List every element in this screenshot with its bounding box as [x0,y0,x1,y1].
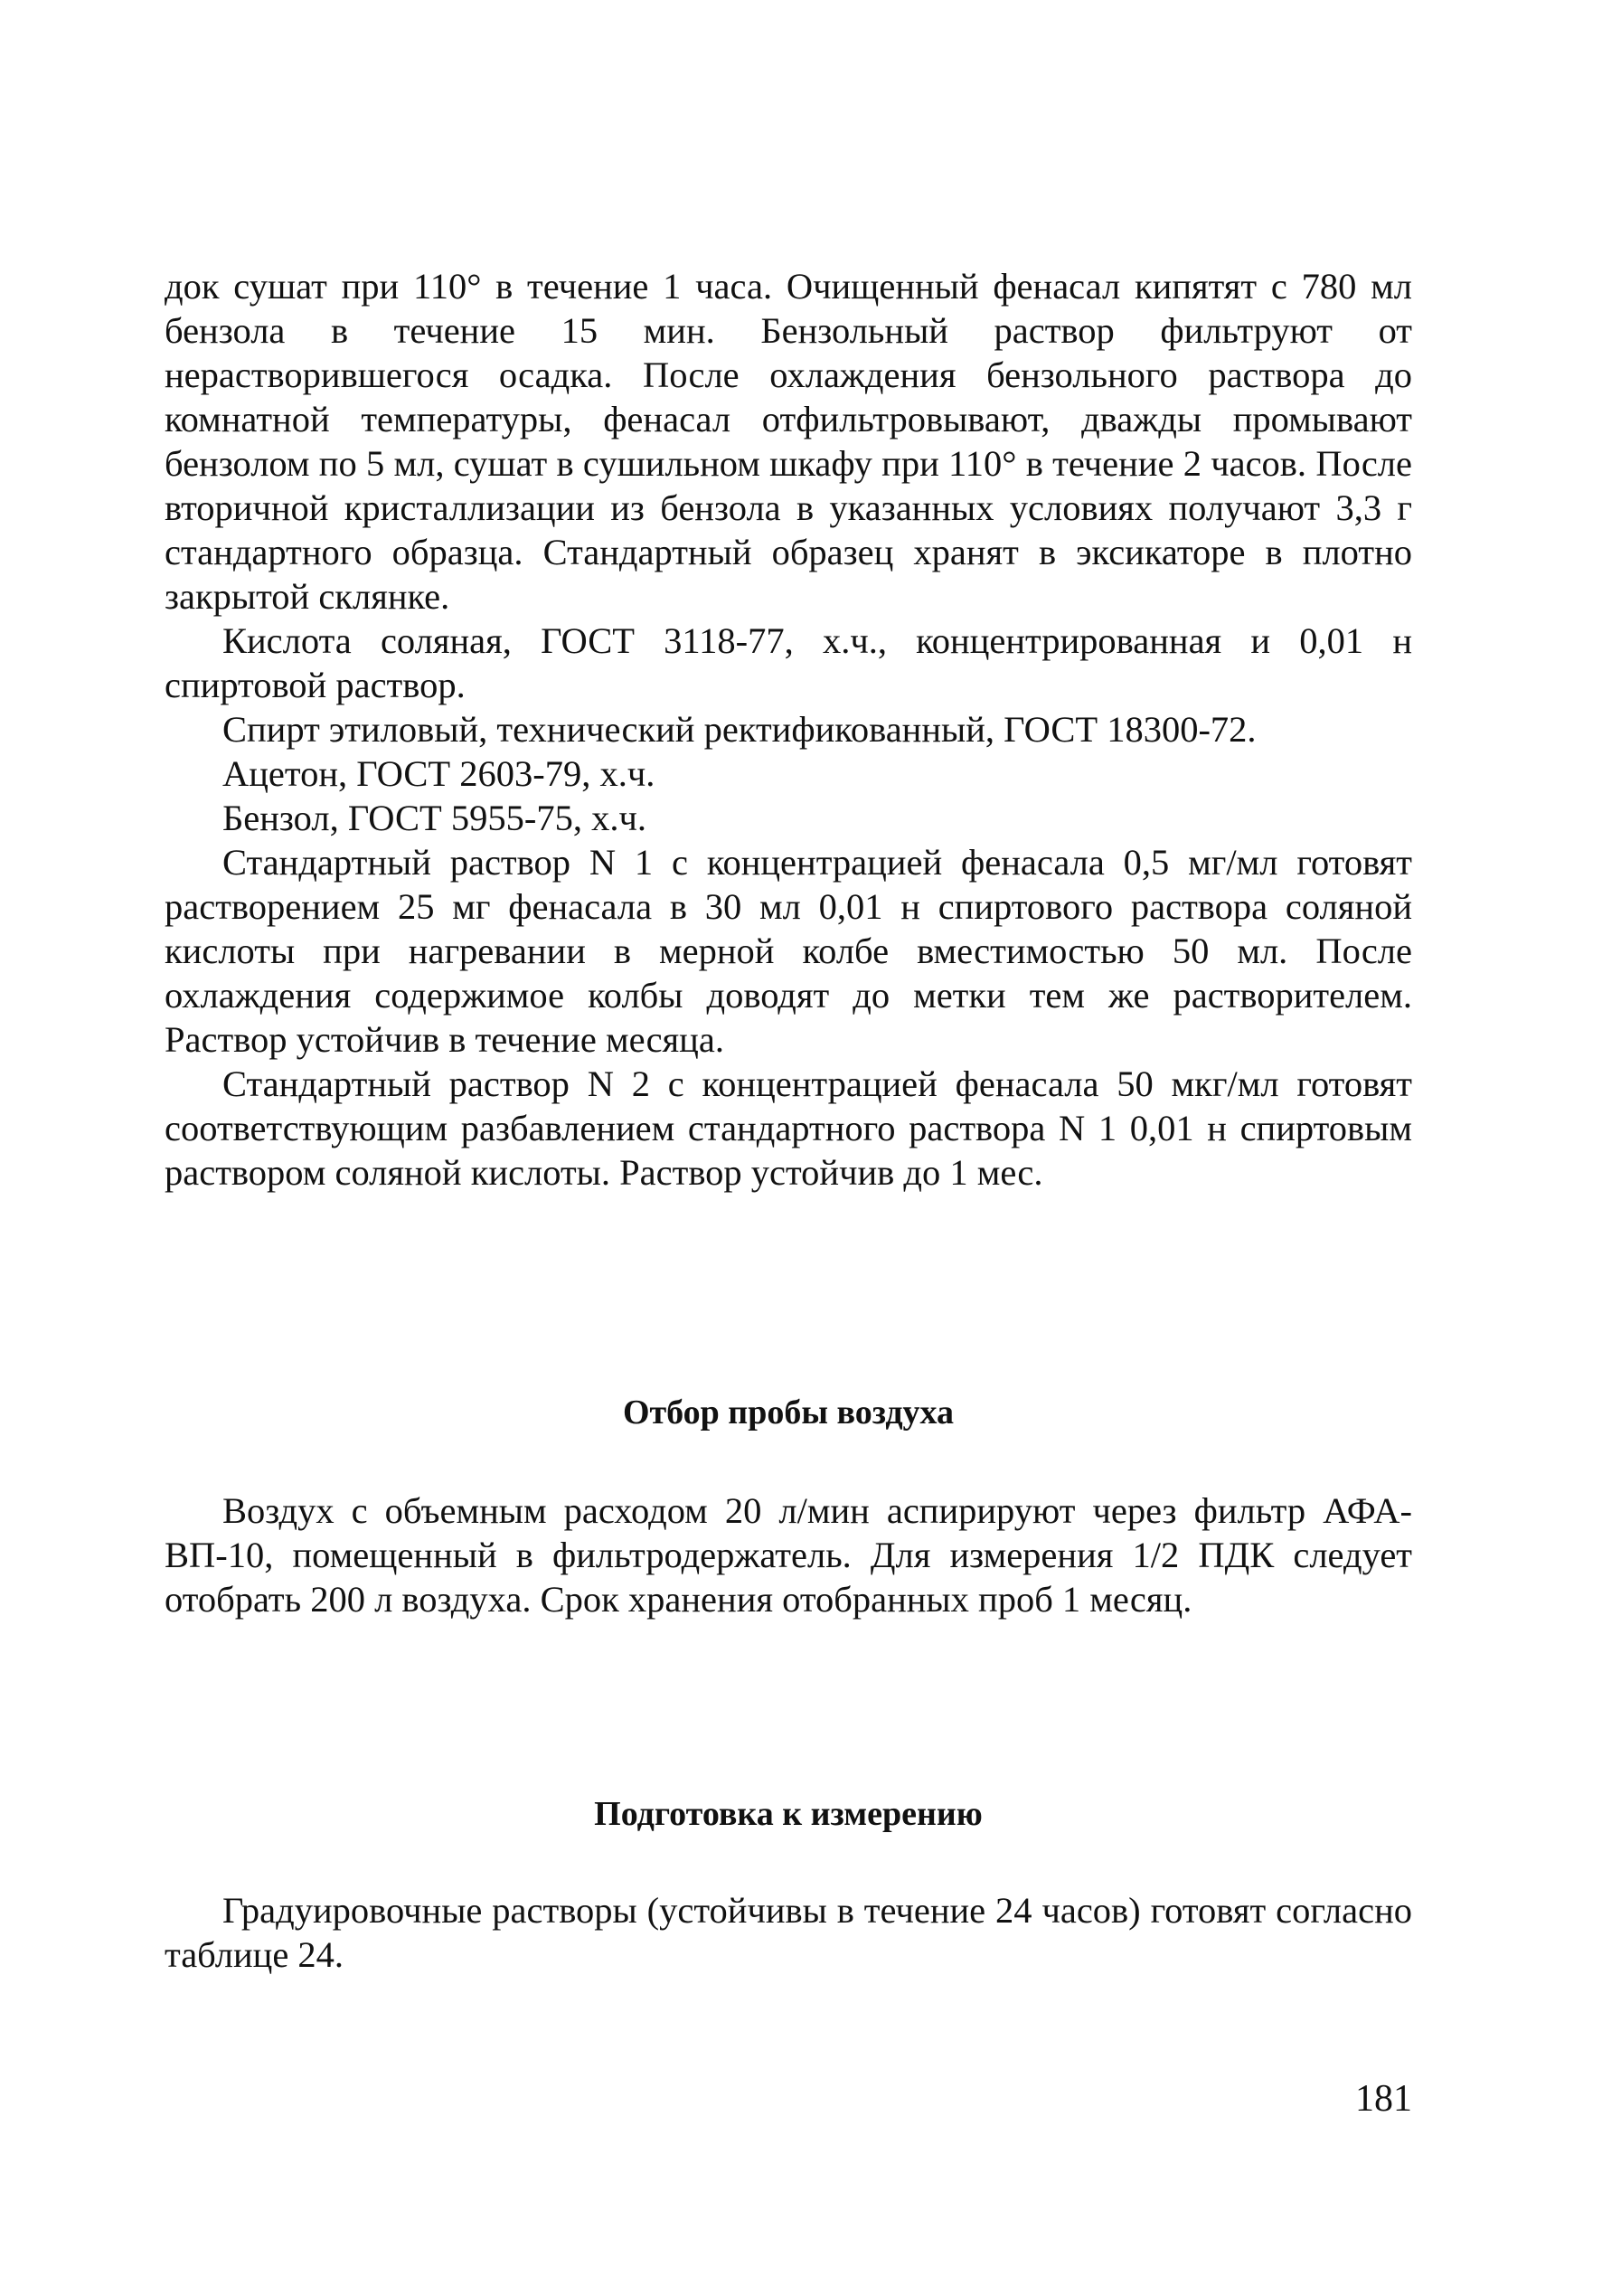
reagent-acetone: Ацетон, ГОСТ 2603-79, х.ч. [222,753,655,794]
standard-solution-2: Стандартный раствор N 2 с концентрацией фенасала 50 мкг/мл готовят соответствующим разбавлением стандартного раствора N 1 0,01 н спиртовым раствором соляной кислоты. Раствор устойчив до 1 мес. [165,1063,1412,1193]
sampling-paragraph: Воздух с объемным расходом 20 л/мин аспирируют через фильтр АФА-ВП-10, помещенный в фильтродержатель. Для измерения 1/2 ПДК следует отобрать 200 л воздуха. Срок хранения отобранных проб 1 месяц. [165,1490,1412,1620]
body-text-block [165,264,1412,1195]
reagent-hydrochloric-acid: Кислота соляная, ГОСТ 3118-77, х.ч., концентрированная и 0,01 н спиртовой раствор. [165,620,1412,705]
section-title-preparation: Подготовка к измерению [594,1795,983,1833]
reagent-ethanol: Спирт этиловый, технический ректификованный, ГОСТ 18300-72. [222,709,1257,750]
paragraph-drying: док сушат при 110° в течение 1 часа. Очищенный фенасал кипятят с 780 мл бензола в течение 15 мин. Бензольный раствор фильтруют от нерастворившегося осадка. После охлаждения бензольного раствора до комнатной температуры, фенасал отфильтровывают, дважды промывают бензолом по 5 мл, сушат в сушильном шкафу при 110° в течение 2 часов. После вторичной кристаллизации из бензола в указанных условиях получают 3,3 г стандартного образца. Стандартный образец хранят в эксикаторе в плотно закрытой склянке. [165,266,1412,617]
reagent-benzene: Бензол, ГОСТ 5955-75, х.ч. [222,798,646,838]
standard-solution-1: Стандартный раствор N 1 с концентрацией фенасала 0,5 мг/мл готовят растворением 25 мг фенасала в 30 мл 0,01 н спиртового раствора соляной кислоты при нагревании в мерной колбе вместимостью 50 мл. После охлаждения содержимое колбы доводят до метки тем же растворителем. Раствор устойчив в течение месяца. [165,842,1412,1060]
section-title-sampling: Отбор пробы воздуха [622,1394,955,1431]
preparation-paragraph: Градуировочные растворы (устойчивы в течение 24 часов) готовят согласно таблице 24. [165,1890,1412,1975]
page-number: 181 [1355,2078,1412,2120]
sampling-text-block [165,1488,1412,1621]
preparation-text-block [165,1888,1412,1977]
